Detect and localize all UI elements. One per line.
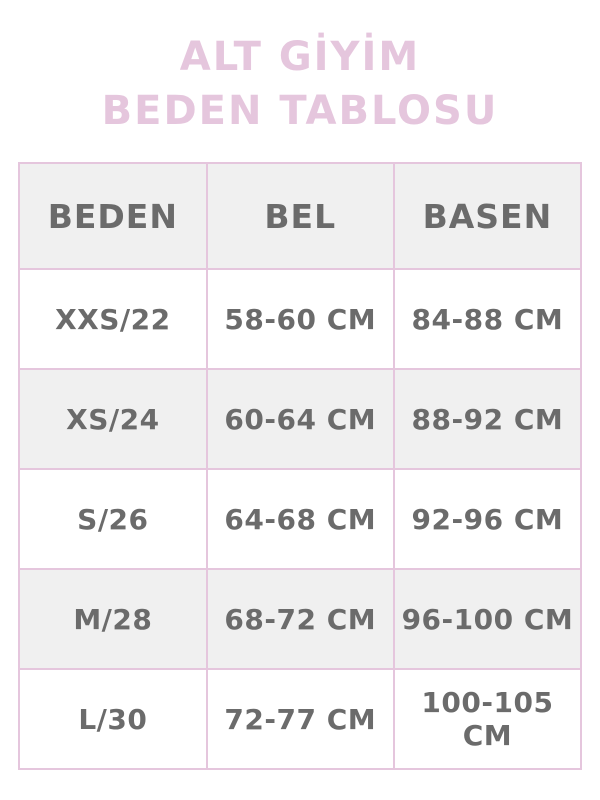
table-row (19, 369, 581, 469)
cell-hip: 96-100 CM (394, 569, 581, 669)
cell-size: L/30 (19, 669, 207, 769)
cell-waist: 60-64 CM (207, 369, 394, 469)
table-row (19, 469, 581, 569)
table-body (19, 269, 581, 769)
size-table-container (18, 162, 582, 770)
cell-hip: 100-105 CM (394, 669, 581, 769)
cell-hip: 88-92 CM (394, 369, 581, 469)
cell-hip: 84-88 CM (394, 269, 581, 369)
cell-waist: 64-68 CM (207, 469, 394, 569)
table-header (19, 163, 581, 269)
table-header-row (19, 163, 581, 269)
table-row (19, 269, 581, 369)
cell-size: S/26 (19, 469, 207, 569)
cell-waist: 68-72 CM (207, 569, 394, 669)
table-row (19, 669, 581, 769)
title-line-1: ALT GİYİM (179, 34, 421, 80)
cell-waist: 58-60 CM (207, 269, 394, 369)
column-header-size: BEDEN (19, 163, 207, 269)
page-title (0, 0, 600, 138)
size-table (18, 162, 582, 770)
cell-waist: 72-77 CM (207, 669, 394, 769)
cell-size: XS/24 (19, 369, 207, 469)
table-row (19, 569, 581, 669)
cell-size: M/28 (19, 569, 207, 669)
column-header-hip: BASEN (394, 163, 581, 269)
cell-size: XXS/22 (19, 269, 207, 369)
title-line-2: BEDEN TABLOSU (101, 88, 499, 134)
column-header-waist: BEL (207, 163, 394, 269)
cell-hip: 92-96 CM (394, 469, 581, 569)
